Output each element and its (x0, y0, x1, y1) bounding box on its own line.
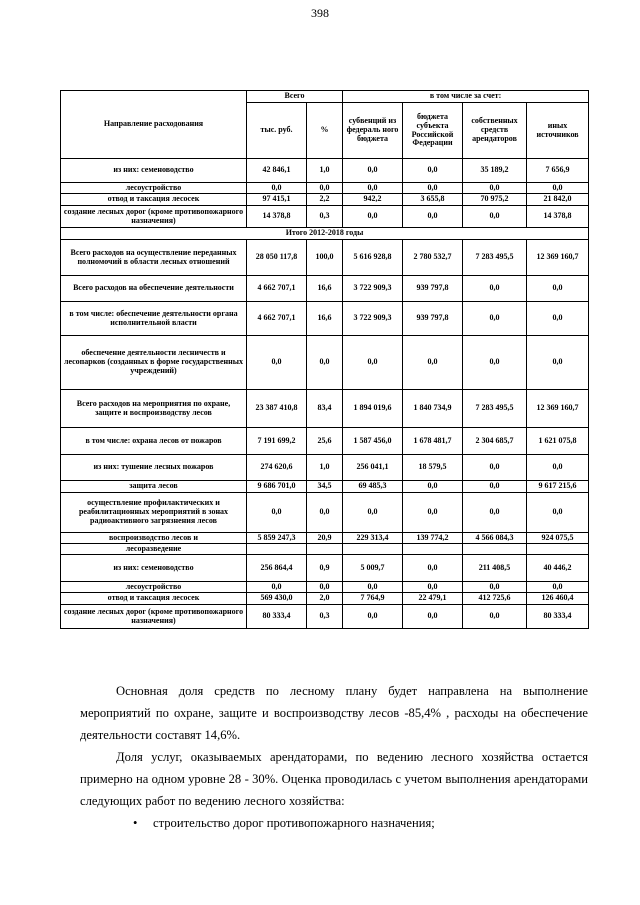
cell-value: 0,0 (527, 582, 589, 593)
cell-value: 0,0 (527, 183, 589, 194)
cell-value: 939 797,8 (403, 276, 463, 302)
row-label: Всего расходов на обеспечение деятельности (61, 276, 247, 302)
cell-value: 3 655,8 (403, 194, 463, 206)
cell-value: 256 041,1 (343, 455, 403, 481)
cell-value: 1,0 (307, 455, 343, 481)
row-label: Всего расходов на осуществление переданных полномочий в области лесных отношений (61, 240, 247, 276)
row-label: отвод и таксация лесосек (61, 593, 247, 605)
cell-value: 0,0 (403, 336, 463, 390)
cell-value: 0,0 (463, 276, 527, 302)
cell-value: 0,0 (527, 276, 589, 302)
section-row (61, 228, 589, 240)
table-row (61, 390, 589, 428)
cell-value: 34,5 (307, 481, 343, 493)
budget-table (60, 90, 589, 629)
cell-value: 0,0 (343, 183, 403, 194)
cell-value: 9 686 701,0 (247, 481, 307, 493)
cell-value: 0,0 (403, 183, 463, 194)
page-number: 398 (311, 6, 329, 20)
cell-value: 18 579,5 (403, 455, 463, 481)
row-label: обеспечение деятельности лесничеств и лесопарков (созданных в форме государственных учреждений) (61, 336, 247, 390)
cell-value: 0,3 (307, 605, 343, 629)
cell-value: 256 864,4 (247, 555, 307, 582)
cell-value: 0,0 (463, 336, 527, 390)
cell-value: 0,0 (403, 493, 463, 533)
cell-value: 0,0 (463, 605, 527, 629)
cell-value: 1 894 019,6 (343, 390, 403, 428)
table-row (61, 428, 589, 455)
cell-value: 0,0 (403, 159, 463, 183)
paragraph-1: Основная доля средств по лесному плану будет направлена на выполнение мероприятий по охране, защите и воспроизводству лесов -85,4% , расходы на обеспечение деятельности составят 14,6%. (80, 684, 588, 742)
header-including: в том числе за счет: (343, 91, 589, 103)
bullet-item (133, 812, 435, 834)
cell-value: 1 678 481,7 (403, 428, 463, 455)
cell-value: 0,0 (403, 481, 463, 493)
cell-value: 2,2 (307, 194, 343, 206)
cell-value: 0,0 (247, 582, 307, 593)
cell-value: 0,0 (527, 336, 589, 390)
cell-value: 69 485,3 (343, 481, 403, 493)
cell-value: 0,0 (463, 206, 527, 228)
table-row (61, 194, 589, 206)
cell-value: 0,3 (307, 206, 343, 228)
cell-value (247, 544, 307, 555)
bullet-marker: • (133, 816, 138, 830)
table-row (61, 336, 589, 390)
cell-value: 3 722 909,3 (343, 302, 403, 336)
cell-value: 942,2 (343, 194, 403, 206)
cell-value: 0,0 (247, 493, 307, 533)
table-row (61, 605, 589, 629)
cell-value: 42 846,1 (247, 159, 307, 183)
cell-value: 126 460,4 (527, 593, 589, 605)
cell-value: 2,0 (307, 593, 343, 605)
cell-value: 0,0 (343, 336, 403, 390)
cell-value: 0,0 (463, 481, 527, 493)
row-label: из них: семеноводство (61, 159, 247, 183)
row-label: лесоустройство (61, 183, 247, 194)
cell-value: 80 333,4 (247, 605, 307, 629)
row-label: в том числе: охрана лесов от пожаров (61, 428, 247, 455)
table-row (61, 555, 589, 582)
header-total: Всего (247, 91, 343, 103)
cell-value: 9 617 215,6 (527, 481, 589, 493)
cell-value (307, 544, 343, 555)
cell-value: 0,0 (247, 183, 307, 194)
cell-value (527, 544, 589, 555)
cell-value: 20,9 (307, 533, 343, 544)
cell-value: 0,0 (343, 493, 403, 533)
cell-value: 0,0 (463, 183, 527, 194)
cell-value: 1 621 075,8 (527, 428, 589, 455)
row-label: отвод и таксация лесосек (61, 194, 247, 206)
header-other: иных источников (527, 103, 589, 159)
cell-value: 7 764,9 (343, 593, 403, 605)
cell-value: 2 780 532,7 (403, 240, 463, 276)
cell-value: 35 189,2 (463, 159, 527, 183)
cell-value: 0,0 (463, 302, 527, 336)
cell-value: 0,0 (403, 605, 463, 629)
cell-value: 0,0 (343, 582, 403, 593)
cell-value: 0,0 (403, 555, 463, 582)
cell-value: 97 415,1 (247, 194, 307, 206)
cell-value: 139 774,2 (403, 533, 463, 544)
table-row (61, 276, 589, 302)
cell-value: 0,0 (463, 455, 527, 481)
cell-value: 40 446,2 (527, 555, 589, 582)
cell-value: 70 975,2 (463, 194, 527, 206)
cell-value: 2 304 685,7 (463, 428, 527, 455)
cell-value: 5 859 247,3 (247, 533, 307, 544)
cell-value (403, 544, 463, 555)
cell-value: 4 566 084,3 (463, 533, 527, 544)
paragraph-2: Доля услуг, оказываемых арендаторами, по ведению лесного хозяйства остается примерно на одном уровне 28 - 30%. Оценка проводилась с учетом выполнения арендаторами следующих работ по ведению лесного хозяйства: (80, 750, 588, 808)
cell-value: 28 050 117,8 (247, 240, 307, 276)
cell-value: 4 662 707,1 (247, 276, 307, 302)
cell-value: 14 378,8 (527, 206, 589, 228)
cell-value: 569 430,0 (247, 593, 307, 605)
row-label: лесоустройство (61, 582, 247, 593)
cell-value: 14 378,8 (247, 206, 307, 228)
cell-value: 12 369 160,7 (527, 240, 589, 276)
cell-value: 0,0 (307, 493, 343, 533)
cell-value: 12 369 160,7 (527, 390, 589, 428)
cell-value: 0,0 (247, 336, 307, 390)
cell-value (463, 544, 527, 555)
cell-value: 1,0 (307, 159, 343, 183)
cell-value: 0,0 (463, 582, 527, 593)
cell-value: 229 313,4 (343, 533, 403, 544)
cell-value: 0,0 (307, 183, 343, 194)
table-row (61, 183, 589, 194)
cell-value: 23 387 410,8 (247, 390, 307, 428)
row-label: из них: тушение лесных пожаров (61, 455, 247, 481)
row-label: в том числе: обеспечение деятельности органа исполнительной власти (61, 302, 247, 336)
header-direction: Направление расходования (61, 91, 247, 159)
header-thousand-rub: тыс. руб. (247, 103, 307, 159)
cell-value: 7 191 699,2 (247, 428, 307, 455)
cell-value: 0,0 (343, 206, 403, 228)
row-label: из них: семеноводство (61, 555, 247, 582)
cell-value: 211 408,5 (463, 555, 527, 582)
row-label: осуществление профилактических и реабилитационных мероприятий в зонах радиоактивного загрязнения лесов (61, 493, 247, 533)
cell-value: 83,4 (307, 390, 343, 428)
table-row (61, 455, 589, 481)
cell-value: 100,0 (307, 240, 343, 276)
cell-value: 4 662 707,1 (247, 302, 307, 336)
cell-value: 25,6 (307, 428, 343, 455)
cell-value: 1 587 456,0 (343, 428, 403, 455)
table-row (61, 240, 589, 276)
cell-value: 80 333,4 (527, 605, 589, 629)
cell-value: 7 656,9 (527, 159, 589, 183)
table-row (61, 533, 589, 544)
header-percent: % (307, 103, 343, 159)
table-row (61, 544, 589, 555)
cell-value: 22 479,1 (403, 593, 463, 605)
cell-value: 0,9 (307, 555, 343, 582)
cell-value: 5 616 928,8 (343, 240, 403, 276)
table-row (61, 481, 589, 493)
header-tenants: собственных средств арендаторов (463, 103, 527, 159)
cell-value: 1 840 734,9 (403, 390, 463, 428)
cell-value: 0,0 (307, 582, 343, 593)
row-label: Всего расходов на мероприятия по охране, защите и воспроизводству лесов (61, 390, 247, 428)
cell-value: 0,0 (403, 582, 463, 593)
section-title: Итого 2012-2018 годы (61, 228, 589, 240)
cell-value: 16,6 (307, 302, 343, 336)
cell-value: 7 283 495,5 (463, 390, 527, 428)
table-row (61, 493, 589, 533)
cell-value: 0,0 (463, 493, 527, 533)
table-row (61, 593, 589, 605)
table-row (61, 159, 589, 183)
header-subventions: субвенций из федераль ного бюджета (343, 103, 403, 159)
cell-value: 0,0 (527, 302, 589, 336)
row-label: лесоразведение (61, 544, 247, 555)
cell-value: 21 842,0 (527, 194, 589, 206)
cell-value: 0,0 (307, 336, 343, 390)
cell-value (343, 544, 403, 555)
cell-value: 5 009,7 (343, 555, 403, 582)
cell-value: 924 075,5 (527, 533, 589, 544)
cell-value: 412 725,6 (463, 593, 527, 605)
cell-value: 16,6 (307, 276, 343, 302)
table-body (61, 159, 589, 629)
row-label: создание лесных дорог (кроме противопожарного назначения) (61, 605, 247, 629)
cell-value: 0,0 (343, 605, 403, 629)
row-label: защита лесов (61, 481, 247, 493)
cell-value: 0,0 (343, 159, 403, 183)
table-row (61, 302, 589, 336)
cell-value: 3 722 909,3 (343, 276, 403, 302)
cell-value: 274 620,6 (247, 455, 307, 481)
cell-value: 0,0 (527, 455, 589, 481)
cell-value: 939 797,8 (403, 302, 463, 336)
header-subject-budget: бюджета субъекта Российской Федерации (403, 103, 463, 159)
cell-value: 7 283 495,5 (463, 240, 527, 276)
cell-value: 0,0 (403, 206, 463, 228)
table-row (61, 582, 589, 593)
row-label: воспроизводство лесов и (61, 533, 247, 544)
cell-value: 0,0 (527, 493, 589, 533)
bullet-text: строительство дорог противопожарного назначения; (153, 816, 435, 830)
table-row (61, 206, 589, 228)
row-label: создание лесных дорог (кроме противопожарного назначения) (61, 206, 247, 228)
